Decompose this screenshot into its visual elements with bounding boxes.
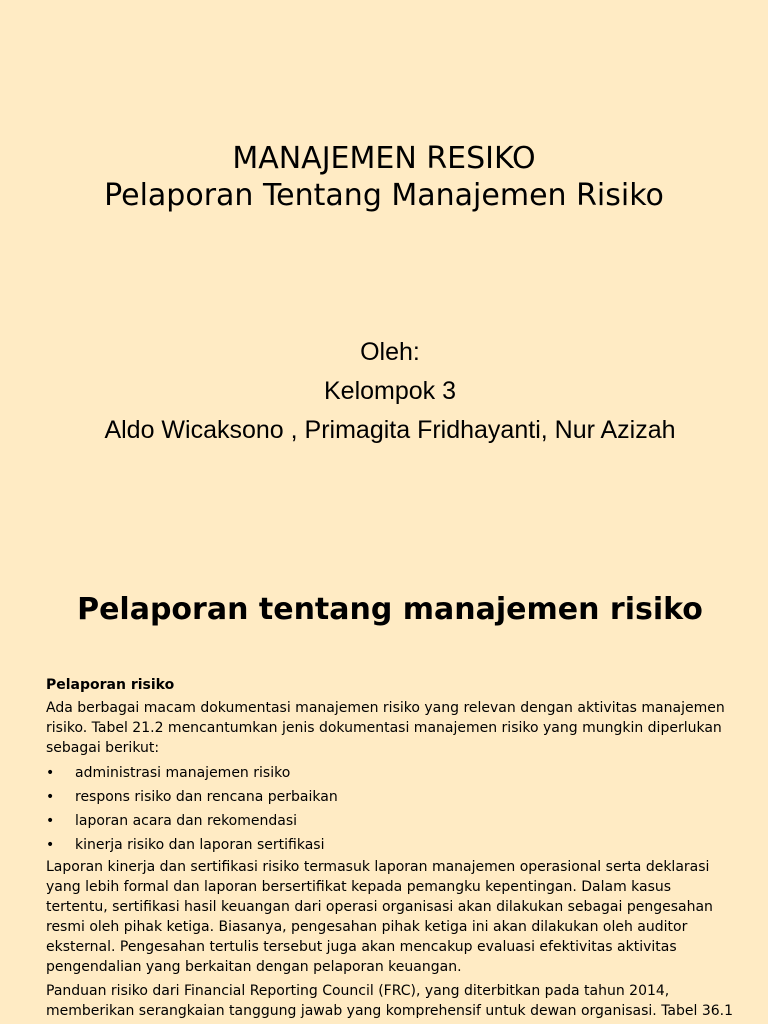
body-paragraph-2: Laporan kinerja dan sertifikasi risiko termasuk laporan manajemen operasional serta deklarasi yang lebih formal dan laporan bersertifikat kepada pemangku kepentingan. Dalam kasus tertentu, sertifikasi hasil keuangan dari operasi organisasi akan dilakukan sebagai pengesahan resmi oleh pihak ketiga. Biasanya, pengesahan pihak ketiga ini akan dilakukan oleh auditor eksternal. Pengesahan tertulis tersebut juga akan mencakup evaluasi efektivitas aktivitas pengendalian yang berkaitan dengan pelaporan keuangan. [46, 859, 713, 975]
slide-title [0, 140, 768, 214]
bullet-icon: • [46, 813, 55, 829]
subheading: Pelaporan risiko [46, 677, 175, 693]
content-slide [0, 560, 768, 1024]
title-line-2: Pelaporan Tentang Manajemen Risiko [104, 178, 664, 213]
bullet-icon: • [46, 837, 55, 853]
section-heading: Pelaporan tentang manajemen risiko [77, 592, 703, 627]
list-item-text: respons risiko dan rencana perbaikan [75, 789, 338, 805]
list-item-text: kinerja risiko dan laporan sertifikasi [75, 837, 325, 853]
list-item [46, 761, 736, 785]
bullet-icon: • [46, 789, 55, 805]
group-name: Kelompok 3 [323, 377, 457, 405]
byline-label: Oleh: [360, 338, 420, 366]
list-item [46, 785, 736, 809]
title-slide [0, 0, 768, 480]
author-block [0, 333, 768, 450]
bullet-icon: • [46, 765, 55, 781]
list-item [46, 833, 736, 857]
bullet-list [46, 761, 736, 857]
intro-paragraph: Ada berbagai macam dokumentasi manajemen risiko yang relevan dengan aktivitas manajemen risiko. Tabel 21.2 mencantumkan jenis dokumentasi manajemen risiko yang mungkin diperlukan sebagai berikut: [46, 700, 725, 756]
list-item [46, 809, 736, 833]
list-item-text: laporan acara dan rekomendasi [75, 813, 298, 829]
section-body [46, 675, 736, 1021]
author-names: Aldo Wicaksono , Primagita Fridhayanti, Nur Azizah [104, 416, 676, 444]
body-paragraph-3: Panduan risiko dari Financial Reporting Council (FRC), yang diterbitkan pada tahun 2014, memberikan serangkaian tanggung jawab yang komprehensif untuk dewan organisasi. Tabel 36.1 [46, 983, 734, 1019]
title-line-1: MANAJEMEN RESIKO [232, 141, 536, 176]
list-item-text: administrasi manajemen risiko [75, 765, 291, 781]
